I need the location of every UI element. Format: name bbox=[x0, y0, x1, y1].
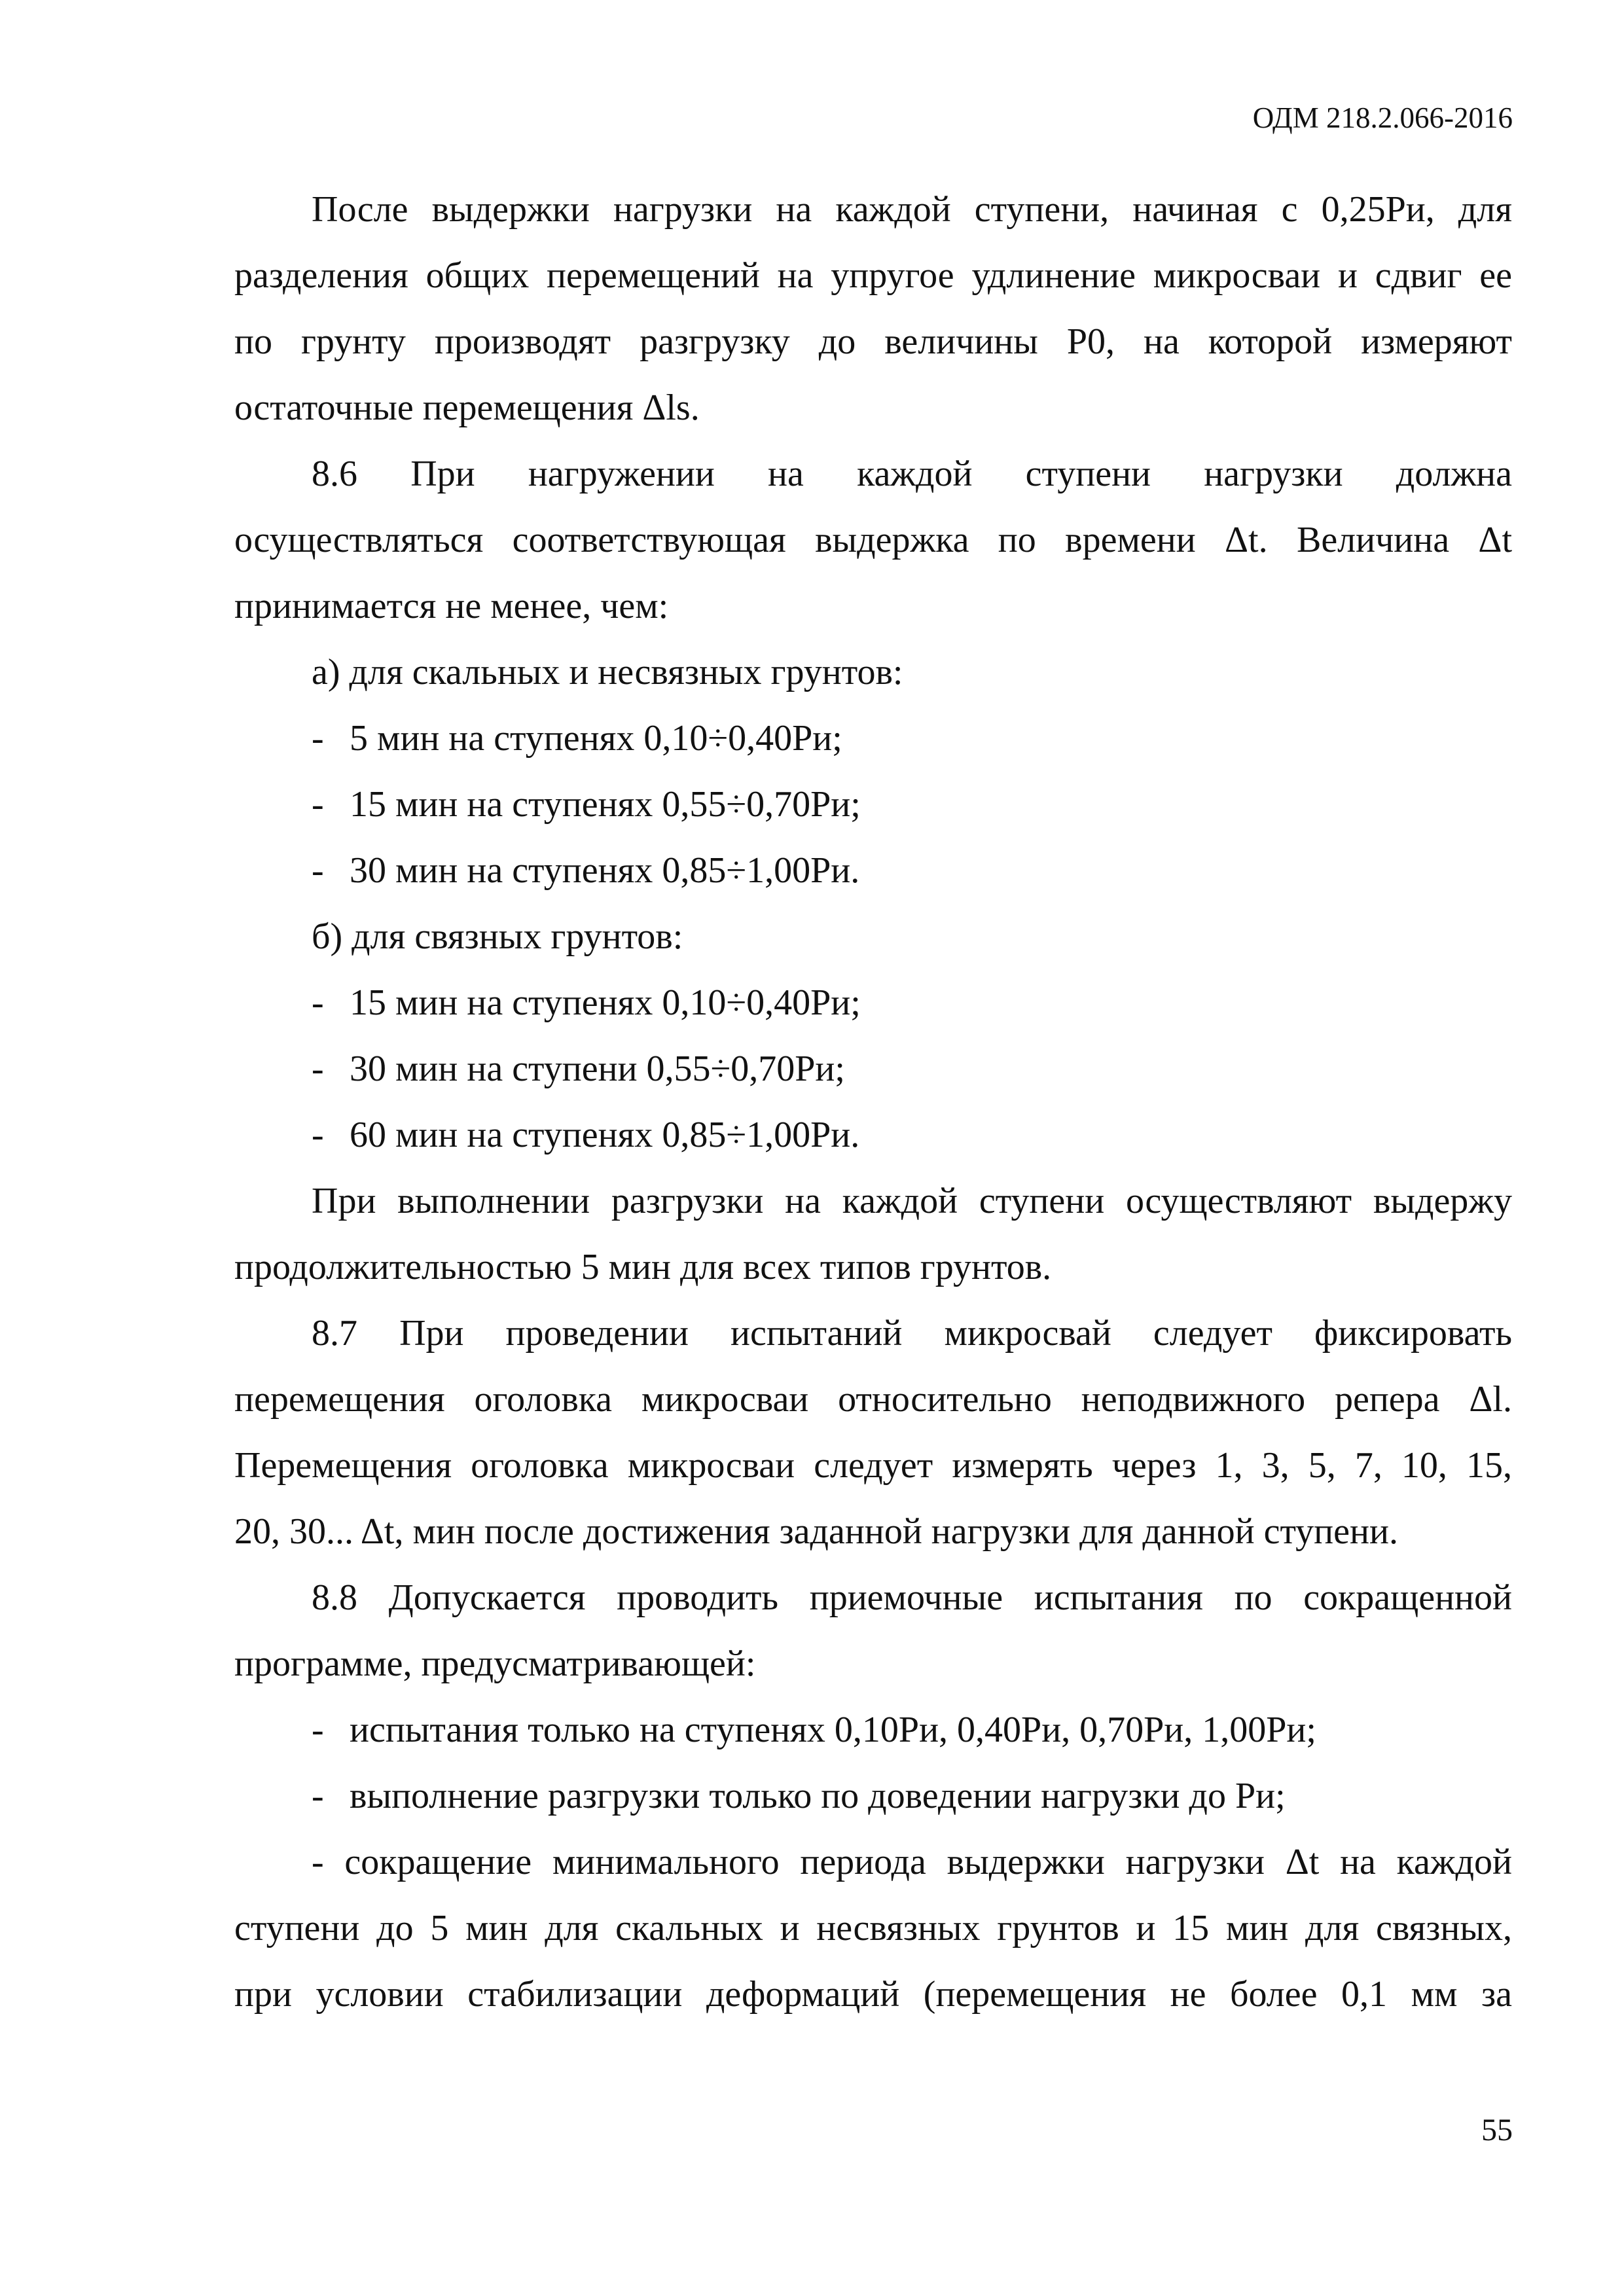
list-reduced-program bbox=[234, 1697, 1512, 2028]
paragraph-line: осуществляться соответствующая выдержка по времени Δt. Величина Δt bbox=[234, 520, 1512, 560]
list-item: - сокращение минимального периода выдержки нагрузки Δt на каждой bbox=[312, 1842, 1512, 1882]
list-dash: - bbox=[312, 1115, 324, 1155]
list-item bbox=[234, 706, 1512, 772]
list-dash: - bbox=[312, 982, 324, 1023]
running-header: ОДМ 218.2.066-2016 bbox=[1252, 101, 1513, 134]
paragraph-unloading bbox=[234, 177, 1512, 441]
list-dash: - bbox=[312, 1776, 324, 1816]
list-item bbox=[234, 772, 1512, 838]
paragraph-line: разделения общих перемещений на упругое удлинение микросваи и сдвиг ее bbox=[234, 255, 1512, 296]
subheading-cohesive-soils: б) для связных грунтов: bbox=[312, 916, 683, 957]
paragraph-line: перемещения оголовка микросваи относительно неподвижного репера Δl. bbox=[234, 1379, 1512, 1420]
paragraph-line: остаточные перемещения Δls. bbox=[234, 387, 700, 428]
paragraph-unloading-hold bbox=[234, 1168, 1512, 1300]
paragraph-line: по грунту производят разгрузку до величины P0, на которой измеряют bbox=[234, 321, 1512, 362]
list-item bbox=[234, 1102, 1512, 1168]
list-item-text: 60 мин на ступенях 0,85÷1,00Pи. bbox=[350, 1115, 860, 1155]
list-item bbox=[234, 838, 1512, 904]
list-item bbox=[234, 970, 1512, 1036]
list-cohesive-soils bbox=[234, 970, 1512, 1168]
paragraph-line: 8.6 При нагружении на каждой ступени нагрузки должна bbox=[312, 454, 1512, 494]
list-item bbox=[234, 1036, 1512, 1102]
list-item-text: 15 мин на ступенях 0,55÷0,70Pи; bbox=[350, 784, 861, 825]
list-item-text: испытания только на ступенях 0,10Pи, 0,40Pи, 0,70Pи, 1,00Pи; bbox=[350, 1710, 1316, 1750]
list-dash: - bbox=[312, 1710, 324, 1750]
list-item bbox=[234, 1697, 1512, 1763]
list-dash: - bbox=[312, 784, 324, 825]
paragraph-line: продолжительностью 5 мин для всех типов грунтов. bbox=[234, 1247, 1052, 1287]
list-item-text: выполнение разгрузки только по доведении нагрузки до Pи; bbox=[350, 1776, 1286, 1816]
paragraph-line: После выдержки нагрузки на каждой ступени, начиная с 0,25Pи, для bbox=[312, 189, 1512, 230]
paragraph-line: 20, 30... Δt, мин после достижения заданной нагрузки для данной ступени. bbox=[234, 1511, 1398, 1552]
page-number: 55 bbox=[1481, 2113, 1513, 2147]
paragraph-line: принимается не менее, чем: bbox=[234, 586, 669, 626]
list-item-text: 30 мин на ступенях 0,85÷1,00Pи. bbox=[350, 850, 860, 891]
subheading-rocky-soils: а) для скальных и несвязных грунтов: bbox=[312, 652, 903, 692]
list-dash: - bbox=[312, 718, 324, 759]
list-item-text: 15 мин на ступенях 0,10÷0,40Pи; bbox=[350, 982, 861, 1023]
page-body bbox=[234, 177, 1512, 2028]
list-item-text: 5 мин на ступенях 0,10÷0,40Pи; bbox=[350, 718, 842, 759]
paragraph-line: При выполнении разгрузки на каждой ступени осуществляют выдержу bbox=[312, 1181, 1512, 1221]
list-item bbox=[234, 1763, 1512, 1829]
paragraph-line: 8.7 При проведении испытаний микросвай следует фиксировать bbox=[312, 1313, 1512, 1354]
paragraph-line: Перемещения оголовка микросваи следует измерять через 1, 3, 5, 7, 10, 15, bbox=[234, 1445, 1512, 1486]
list-dash: - bbox=[312, 1049, 324, 1089]
list-dash: - bbox=[312, 850, 324, 891]
list-item-text: 30 мин на ступени 0,55÷0,70Pи; bbox=[350, 1049, 845, 1089]
clause-8-6 bbox=[234, 441, 1512, 639]
paragraph-line: программе, предусматривающей: bbox=[234, 1643, 756, 1684]
list-rocky-soils bbox=[234, 706, 1512, 904]
clause-8-8 bbox=[234, 1565, 1512, 1697]
paragraph-line: ступени до 5 мин для скальных и несвязных грунтов и 15 мин для связных, bbox=[234, 1908, 1512, 1948]
paragraph-line: при условии стабилизации деформаций (перемещения не более 0,1 мм за bbox=[234, 1974, 1512, 2015]
paragraph-line: 8.8 Допускается проводить приемочные испытания по сокращенной bbox=[312, 1577, 1512, 1618]
clause-8-7 bbox=[234, 1300, 1512, 1565]
